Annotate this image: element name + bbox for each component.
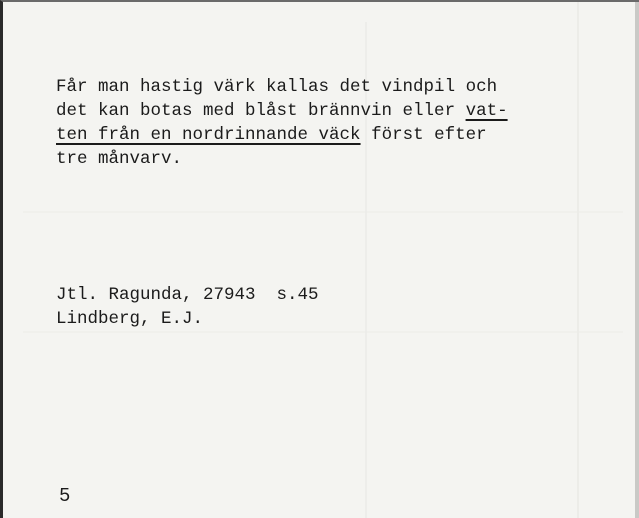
body-line-3-rest: först efter	[360, 125, 487, 145]
author-line: Lindberg, E.J.	[56, 309, 204, 329]
body-line-3-underlined: ten från en nordrinnande väck	[56, 125, 361, 145]
body-line-2: det kan botas med blåst brännvin eller	[56, 101, 466, 121]
body-line-1: Får man hastig värk kallas det vindpil och	[56, 77, 498, 97]
body-line-2-underlined: vat-	[465, 101, 508, 121]
record-body	[56, 75, 508, 171]
body-line-4: tre månvarv.	[56, 149, 183, 169]
record-reference	[56, 283, 319, 331]
card-right-edge	[635, 2, 639, 518]
page-number: 5	[59, 485, 71, 507]
source-line: Jtl. Ragunda, 27943 s.45	[56, 285, 319, 305]
